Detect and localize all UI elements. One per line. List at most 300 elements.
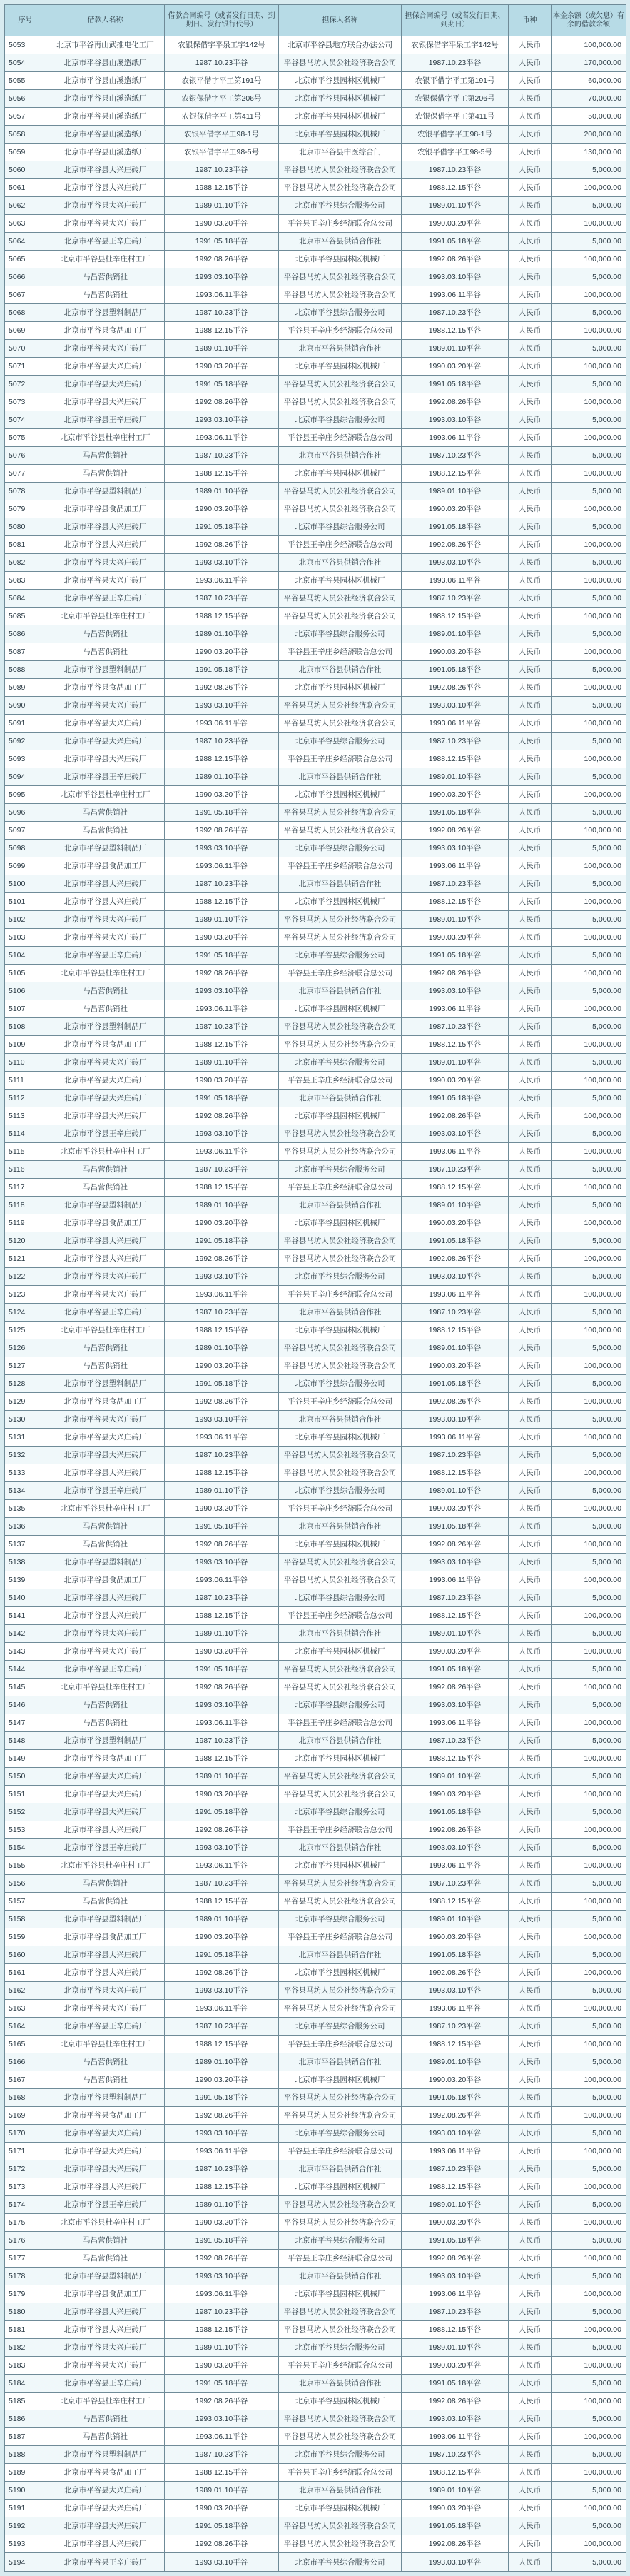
row-currency: 人民币 [509, 1732, 552, 1750]
row-seq: 5159 [5, 1928, 46, 1946]
row-loan-contract: 1989.01.10平谷 [165, 2482, 279, 2500]
row-currency: 人民币 [509, 2535, 552, 2553]
row-balance: 5,000.00 [552, 1018, 626, 1036]
table-row [5, 2143, 626, 2160]
row-seq: 5144 [5, 1661, 46, 1679]
row-seq: 5083 [5, 572, 46, 590]
row-borrower: 北京市平谷县大兴庄砖厂 [46, 2303, 165, 2321]
table-row [5, 126, 626, 144]
row-borrower: 马昌营供销社 [46, 2410, 165, 2428]
row-loan-contract: 1990.03.20平谷 [165, 2214, 279, 2232]
row-guarantee-contract: 1993.06.11平谷 [402, 1857, 509, 1875]
row-guarantor: 北京市平谷县综合服务公司 [279, 1696, 402, 1714]
row-currency: 人民币 [509, 1875, 552, 1893]
row-guarantee-contract: 1992.08.26平谷 [402, 679, 509, 697]
row-seq: 5179 [5, 2285, 46, 2303]
loan-guarantee-table [4, 4, 626, 2572]
table-row [5, 572, 626, 590]
row-borrower: 北京市平谷县王辛庄砖厂 [46, 1661, 165, 1679]
row-guarantor: 北京市平谷县园林区机械厂 [279, 90, 402, 108]
row-guarantee-contract: 1987.10.23平谷 [402, 2018, 509, 2036]
row-currency: 人民币 [509, 179, 552, 197]
row-borrower: 北京市平谷县塑料制品厂 [46, 1554, 165, 1571]
row-loan-contract: 1990.03.20平谷 [165, 500, 279, 518]
row-loan-contract: 1989.01.10平谷 [165, 1768, 279, 1786]
row-currency: 人民币 [509, 697, 552, 715]
row-guarantor: 平谷县马坊人员公社经济联合公司 [279, 1036, 402, 1054]
row-loan-contract: 1987.10.23平谷 [165, 1875, 279, 1893]
row-guarantor: 北京市平谷县园林区机械厂 [279, 108, 402, 126]
table-row [5, 965, 626, 982]
row-seq: 5100 [5, 875, 46, 893]
row-seq: 5193 [5, 2535, 46, 2553]
row-loan-contract: 1992.08.26平谷 [165, 1393, 279, 1411]
row-currency: 人民币 [509, 268, 552, 286]
row-borrower: 北京市平谷县食品加工厂 [46, 679, 165, 697]
row-currency: 人民币 [509, 1304, 552, 1322]
row-guarantor: 平谷县马坊人员公社经济联合公司 [279, 2107, 402, 2125]
row-balance: 5,000.00 [552, 1803, 626, 1821]
row-guarantee-contract: 1990.03.20平谷 [402, 2071, 509, 2089]
row-guarantee-contract: 1992.08.26平谷 [402, 1536, 509, 1554]
row-borrower: 马昌营供销社 [46, 982, 165, 1000]
row-balance: 100,000.00 [552, 2428, 626, 2446]
row-borrower: 马昌营供销社 [46, 447, 165, 465]
row-seq: 5176 [5, 2232, 46, 2250]
row-guarantee-contract: 1993.06.11平谷 [402, 857, 509, 875]
row-currency: 人民币 [509, 1911, 552, 1928]
row-borrower: 北京市平谷县大兴庄砖厂 [46, 1589, 165, 1607]
row-currency: 人民币 [509, 1893, 552, 1911]
row-guarantee-contract: 1993.06.11平谷 [402, 429, 509, 447]
row-seq: 5172 [5, 2160, 46, 2178]
table-row [5, 1107, 626, 1125]
row-seq: 5085 [5, 608, 46, 625]
row-guarantor: 北京市平谷县综合服务公司 [279, 2232, 402, 2250]
row-guarantee-contract: 1988.12.15平谷 [402, 893, 509, 911]
row-balance: 5,000.00 [552, 1090, 626, 1107]
row-loan-contract: 1993.06.11平谷 [165, 1571, 279, 1589]
row-guarantor: 北京市平谷县园林区机械厂 [279, 786, 402, 804]
row-seq: 5114 [5, 1125, 46, 1143]
row-currency: 人民币 [509, 733, 552, 750]
table-row [5, 1768, 626, 1786]
row-loan-contract: 1993.03.10平谷 [165, 1554, 279, 1571]
row-guarantee-contract: 1993.06.11平谷 [402, 1571, 509, 1589]
table-row [5, 840, 626, 857]
row-guarantee-contract: 农银平借字平工98-1号 [402, 126, 509, 144]
row-currency: 人民币 [509, 429, 552, 447]
row-borrower: 北京市平谷县杜辛庄村工厂 [46, 786, 165, 804]
table-row [5, 2071, 626, 2089]
table-row [5, 179, 626, 197]
row-seq: 5184 [5, 2375, 46, 2393]
row-guarantee-contract: 农银保借字平工第206号 [402, 90, 509, 108]
row-balance: 100,000.00 [552, 572, 626, 590]
row-balance: 5,000.00 [552, 661, 626, 679]
row-borrower: 北京市平谷县大兴庄砖厂 [46, 536, 165, 554]
row-balance: 50,000.00 [552, 108, 626, 126]
table-row [5, 661, 626, 679]
row-borrower: 北京市平谷县杜辛庄村工厂 [46, 1679, 165, 1696]
row-guarantor: 平谷县马坊人员公社经济联合公司 [279, 1357, 402, 1375]
row-balance: 130,000.00 [552, 144, 626, 161]
row-guarantee-contract: 1993.03.10平谷 [402, 1982, 509, 2000]
row-currency: 人民币 [509, 625, 552, 643]
table-row [5, 1482, 626, 1500]
row-currency: 人民币 [509, 1090, 552, 1107]
row-guarantor: 平谷县马坊人员公社经济联合公司 [279, 2535, 402, 2553]
row-balance: 5,000.00 [552, 733, 626, 750]
row-loan-contract: 1988.12.15平谷 [165, 893, 279, 911]
row-borrower: 北京市平谷县山溪造纸厂 [46, 72, 165, 90]
row-guarantee-contract: 1993.06.11平谷 [402, 1429, 509, 1447]
row-guarantee-contract: 1987.10.23平谷 [402, 447, 509, 465]
row-balance: 5,000.00 [552, 1625, 626, 1643]
table-row [5, 1500, 626, 1518]
row-guarantee-contract: 1990.03.20平谷 [402, 643, 509, 661]
row-loan-contract: 1989.01.10平谷 [165, 1625, 279, 1643]
table-row [5, 1072, 626, 1090]
row-guarantee-contract: 1992.08.26平谷 [402, 2393, 509, 2410]
row-guarantor: 平谷县王辛庄乡经济联合总公司 [279, 2143, 402, 2160]
row-borrower: 北京市平谷县山溪造纸厂 [46, 54, 165, 72]
row-seq: 5175 [5, 2214, 46, 2232]
row-guarantor: 平谷县马坊人员公社经济联合公司 [279, 268, 402, 286]
row-guarantor: 平谷县王辛庄乡经济联合总公司 [279, 857, 402, 875]
row-guarantee-contract: 1993.06.11平谷 [402, 715, 509, 733]
row-loan-contract: 1992.08.26平谷 [165, 2535, 279, 2553]
row-seq: 5076 [5, 447, 46, 465]
row-seq: 5122 [5, 1268, 46, 1286]
row-seq: 5151 [5, 1786, 46, 1803]
header-borrower: 借款人名称 [46, 5, 165, 36]
row-guarantor: 北京市平谷县园林区机械厂 [279, 1107, 402, 1125]
row-guarantee-contract: 1993.03.10平谷 [402, 2410, 509, 2428]
row-loan-contract: 1987.10.23平谷 [165, 1304, 279, 1322]
row-balance: 5,000.00 [552, 840, 626, 857]
row-balance: 100,000.00 [552, 1107, 626, 1125]
row-borrower: 北京市平谷县大兴庄砖厂 [46, 929, 165, 947]
row-guarantor: 平谷县王辛庄乡经济联合总公司 [279, 2357, 402, 2375]
row-seq: 5134 [5, 1482, 46, 1500]
row-balance: 100,000.00 [552, 1393, 626, 1411]
row-guarantee-contract: 1989.01.10平谷 [402, 1339, 509, 1357]
row-guarantee-contract: 1988.12.15平谷 [402, 1464, 509, 1482]
row-loan-contract: 1988.12.15平谷 [165, 1179, 279, 1197]
row-guarantor: 平谷县王辛庄乡经济联合总公司 [279, 1928, 402, 1946]
row-borrower: 北京市平谷县大兴庄砖厂 [46, 1054, 165, 1072]
row-guarantor: 北京市平谷县供销合作社 [279, 875, 402, 893]
table-row [5, 197, 626, 215]
row-guarantee-contract: 1990.03.20平谷 [402, 1643, 509, 1661]
row-borrower: 北京市平谷县大兴庄砖厂 [46, 715, 165, 733]
row-balance: 5,000.00 [552, 340, 626, 358]
row-loan-contract: 1992.08.26平谷 [165, 1964, 279, 1982]
row-currency: 人民币 [509, 215, 552, 233]
row-seq: 5118 [5, 1197, 46, 1214]
row-borrower: 北京市平谷县王辛庄砖厂 [46, 2375, 165, 2393]
row-guarantee-contract: 1989.01.10平谷 [402, 911, 509, 929]
row-guarantee-contract: 1990.03.20平谷 [402, 929, 509, 947]
table-row [5, 750, 626, 768]
row-currency: 人民币 [509, 1589, 552, 1607]
row-currency: 人民币 [509, 340, 552, 358]
row-guarantor: 平谷县马坊人员公社经济联合公司 [279, 1768, 402, 1786]
table-row [5, 1696, 626, 1714]
table-row [5, 500, 626, 518]
row-guarantor: 北京市平谷县综合服务公司 [279, 1911, 402, 1928]
table-row [5, 2303, 626, 2321]
table-row [5, 875, 626, 893]
row-seq: 5132 [5, 1447, 46, 1464]
row-balance: 100,000.00 [552, 1322, 626, 1339]
row-seq: 5074 [5, 411, 46, 429]
row-loan-contract: 1991.05.18平谷 [165, 1518, 279, 1536]
row-guarantor: 北京市平谷县供销合作社 [279, 1518, 402, 1536]
row-balance: 100,000.00 [552, 536, 626, 554]
row-guarantor: 北京市平谷县综合服务公司 [279, 1268, 402, 1286]
row-guarantor: 平谷县马坊人员公社经济联合公司 [279, 1661, 402, 1679]
row-guarantee-contract: 1988.12.15平谷 [402, 750, 509, 768]
row-loan-contract: 1989.01.10平谷 [165, 625, 279, 643]
row-borrower: 北京市平谷县大兴庄砖厂 [46, 1107, 165, 1125]
row-guarantor: 北京市平谷县综合服务公司 [279, 2446, 402, 2464]
row-borrower: 北京市平谷县大兴庄砖厂 [46, 179, 165, 197]
row-loan-contract: 1987.10.23平谷 [165, 161, 279, 179]
row-seq: 5124 [5, 1304, 46, 1322]
row-guarantor: 北京市平谷县园林区机械厂 [279, 679, 402, 697]
row-loan-contract: 1991.05.18平谷 [165, 233, 279, 251]
table-row [5, 1803, 626, 1821]
row-balance: 100,000.00 [552, 2071, 626, 2089]
row-loan-contract: 1989.01.10平谷 [165, 1911, 279, 1928]
row-guarantor: 北京市平谷县供销合作社 [279, 1197, 402, 1214]
row-borrower: 北京市平谷县大兴庄砖厂 [46, 733, 165, 750]
row-guarantor: 北京市平谷县综合服务公司 [279, 197, 402, 215]
row-borrower: 北京市平谷县大兴庄砖厂 [46, 1786, 165, 1803]
row-loan-contract: 农银保借字平工第411号 [165, 108, 279, 126]
row-loan-contract: 1990.03.20平谷 [165, 786, 279, 804]
row-borrower: 北京市平谷再山武推电化工厂 [46, 36, 165, 54]
table-row [5, 2500, 626, 2517]
row-guarantor: 北京市平谷县地方联合办法公司 [279, 36, 402, 54]
row-currency: 人民币 [509, 36, 552, 54]
row-balance: 100,000.00 [552, 857, 626, 875]
row-currency: 人民币 [509, 376, 552, 393]
row-guarantor: 北京市平谷县园林区机械厂 [279, 1964, 402, 1982]
row-guarantor: 北京市平谷县综合服务公司 [279, 2125, 402, 2143]
row-borrower: 北京市平谷县大兴庄砖厂 [46, 893, 165, 911]
row-loan-contract: 1993.06.11平谷 [165, 572, 279, 590]
row-guarantee-contract: 1993.06.11平谷 [402, 2285, 509, 2303]
row-guarantor: 平谷县王辛庄乡经济联合总公司 [279, 1714, 402, 1732]
table-header-row [5, 5, 626, 36]
row-borrower: 北京市平谷县大兴庄砖厂 [46, 1964, 165, 1982]
row-guarantee-contract: 1987.10.23平谷 [402, 1732, 509, 1750]
row-guarantor: 平谷县王辛庄乡经济联合总公司 [279, 1821, 402, 1839]
row-guarantor: 北京市平谷县供销合作社 [279, 768, 402, 786]
row-balance: 100,000.00 [552, 465, 626, 483]
row-seq: 5194 [5, 2553, 46, 2572]
row-balance: 100,000.00 [552, 2464, 626, 2482]
row-guarantee-contract: 1993.03.10平谷 [402, 2125, 509, 2143]
row-borrower: 北京市平谷县塑料制品厂 [46, 1197, 165, 1214]
header-guarantee-contract: 担保合同编号（或者发行日期、到期日） [402, 5, 509, 36]
row-borrower: 北京市平谷县大兴庄砖厂 [46, 1090, 165, 1107]
row-seq: 5166 [5, 2053, 46, 2071]
row-balance: 100,000.00 [552, 2535, 626, 2553]
table-row [5, 1821, 626, 1839]
row-currency: 人民币 [509, 1250, 552, 1268]
table-row [5, 1268, 626, 1286]
row-guarantor: 北京市平谷县供销合作社 [279, 1625, 402, 1643]
table-row [5, 1911, 626, 1928]
table-row [5, 2375, 626, 2393]
table-row [5, 2053, 626, 2071]
row-guarantor: 平谷县马坊人员公社经济联合公司 [279, 2517, 402, 2535]
row-seq: 5165 [5, 2036, 46, 2053]
row-currency: 人民币 [509, 1982, 552, 2000]
row-guarantor: 平谷县王辛庄乡经济联合总公司 [279, 1500, 402, 1518]
row-guarantee-contract: 1992.08.26平谷 [402, 536, 509, 554]
row-currency: 人民币 [509, 1803, 552, 1821]
row-seq: 5146 [5, 1696, 46, 1714]
row-currency: 人民币 [509, 2393, 552, 2410]
table-row [5, 322, 626, 340]
row-guarantee-contract: 1989.01.10平谷 [402, 2339, 509, 2357]
row-borrower: 北京市平谷县山溪造纸厂 [46, 144, 165, 161]
row-balance: 5,000.00 [552, 554, 626, 572]
row-seq: 5079 [5, 500, 46, 518]
row-guarantor: 北京市平谷县供销合作社 [279, 233, 402, 251]
table-row [5, 376, 626, 393]
row-loan-contract: 1988.12.15平谷 [165, 322, 279, 340]
row-balance: 100,000.00 [552, 965, 626, 982]
row-borrower: 北京市平谷县王辛庄砖厂 [46, 947, 165, 965]
row-loan-contract: 1991.05.18平谷 [165, 1946, 279, 1964]
row-seq: 5055 [5, 72, 46, 90]
row-balance: 100,000.00 [552, 1500, 626, 1518]
row-guarantee-contract: 1993.03.10平谷 [402, 1554, 509, 1571]
row-seq: 5153 [5, 1821, 46, 1839]
row-guarantee-contract: 1991.05.18平谷 [402, 947, 509, 965]
row-currency: 人民币 [509, 2036, 552, 2053]
row-guarantee-contract: 1989.01.10平谷 [402, 1625, 509, 1643]
row-balance: 5,000.00 [552, 1661, 626, 1679]
row-balance: 100,000.00 [552, 1357, 626, 1375]
row-borrower: 北京市平谷县杜辛庄村工厂 [46, 2214, 165, 2232]
row-guarantee-contract: 1988.12.15平谷 [402, 1750, 509, 1768]
row-guarantee-contract: 1990.03.20平谷 [402, 358, 509, 376]
row-guarantee-contract: 1990.03.20平谷 [402, 2500, 509, 2517]
row-currency: 人民币 [509, 393, 552, 411]
table-row [5, 1893, 626, 1911]
row-borrower: 北京市平谷县食品加工厂 [46, 1571, 165, 1589]
row-guarantor: 北京市平谷县综合服务公司 [279, 1482, 402, 1500]
row-guarantee-contract: 1987.10.23平谷 [402, 1589, 509, 1607]
row-balance: 5,000.00 [552, 2053, 626, 2071]
table-row [5, 358, 626, 376]
row-seq: 5109 [5, 1036, 46, 1054]
row-guarantee-contract: 1989.01.10平谷 [402, 2196, 509, 2214]
row-borrower: 北京市平谷县大兴庄砖厂 [46, 1072, 165, 1090]
row-seq: 5064 [5, 233, 46, 251]
row-loan-contract: 1993.03.10平谷 [165, 982, 279, 1000]
table-row [5, 447, 626, 465]
table-row [5, 72, 626, 90]
row-seq: 5067 [5, 286, 46, 304]
row-currency: 人民币 [509, 2053, 552, 2071]
row-seq: 5087 [5, 643, 46, 661]
row-borrower: 北京市平谷县大兴庄砖厂 [46, 1643, 165, 1661]
row-guarantor: 北京市平谷县供销合作社 [279, 2160, 402, 2178]
table-row [5, 1375, 626, 1393]
row-currency: 人民币 [509, 768, 552, 786]
row-loan-contract: 1992.08.26平谷 [165, 536, 279, 554]
row-loan-contract: 1990.03.20平谷 [165, 1643, 279, 1661]
row-guarantor: 平谷县马坊人员公社经济联合公司 [279, 1125, 402, 1143]
table-row [5, 2553, 626, 2572]
row-guarantee-contract: 1990.03.20平谷 [402, 786, 509, 804]
row-balance: 100,000.00 [552, 750, 626, 768]
row-balance: 100,000.00 [552, 2143, 626, 2160]
table-row [5, 1607, 626, 1625]
row-seq: 5142 [5, 1625, 46, 1643]
row-currency: 人民币 [509, 2000, 552, 2018]
row-borrower: 北京市平谷县大兴庄砖厂 [46, 1429, 165, 1447]
row-guarantee-contract: 1993.03.10平谷 [402, 697, 509, 715]
row-balance: 5,000.00 [552, 2339, 626, 2357]
row-guarantee-contract: 1991.05.18平谷 [402, 1375, 509, 1393]
row-guarantor: 北京市平谷县园林区机械厂 [279, 2393, 402, 2410]
row-loan-contract: 1993.03.10平谷 [165, 1268, 279, 1286]
row-currency: 人民币 [509, 1714, 552, 1732]
table-row [5, 1090, 626, 1107]
header-seq: 序号 [5, 5, 46, 36]
row-guarantee-contract: 1993.03.10平谷 [402, 1125, 509, 1143]
row-guarantor: 平谷县马坊人员公社经济联合公司 [279, 1554, 402, 1571]
row-seq: 5183 [5, 2357, 46, 2375]
row-guarantor: 北京市平谷县供销合作社 [279, 1304, 402, 1322]
row-loan-contract: 1993.03.10平谷 [165, 2410, 279, 2428]
row-balance: 100,000.00 [552, 893, 626, 911]
row-currency: 人民币 [509, 2232, 552, 2250]
table-row [5, 2268, 626, 2285]
row-currency: 人民币 [509, 1322, 552, 1339]
row-borrower: 北京市平谷县大兴庄砖厂 [46, 697, 165, 715]
row-guarantor: 北京市平谷县综合服务公司 [279, 947, 402, 965]
row-borrower: 北京市平谷县大兴庄砖厂 [46, 1946, 165, 1964]
row-balance: 5,000.00 [552, 768, 626, 786]
table-row [5, 393, 626, 411]
row-balance: 5,000.00 [552, 1768, 626, 1786]
row-guarantee-contract: 1987.10.23平谷 [402, 733, 509, 750]
row-guarantee-contract: 农银平借字平工98-5号 [402, 144, 509, 161]
row-loan-contract: 1991.05.18平谷 [165, 661, 279, 679]
row-guarantor: 北京市平谷县综合服务公司 [279, 840, 402, 857]
row-borrower: 北京市平谷县大兴庄砖厂 [46, 2339, 165, 2357]
row-guarantee-contract: 1992.08.26平谷 [402, 1679, 509, 1696]
row-guarantee-contract: 1990.03.20平谷 [402, 2357, 509, 2375]
row-borrower: 北京市平谷县杜辛庄村工厂 [46, 429, 165, 447]
row-borrower: 马昌营供销社 [46, 1161, 165, 1179]
row-balance: 100,000.00 [552, 1143, 626, 1161]
row-currency: 人民币 [509, 1357, 552, 1375]
row-currency: 人民币 [509, 1447, 552, 1464]
row-balance: 5,000.00 [552, 2410, 626, 2428]
row-balance: 5,000.00 [552, 2303, 626, 2321]
